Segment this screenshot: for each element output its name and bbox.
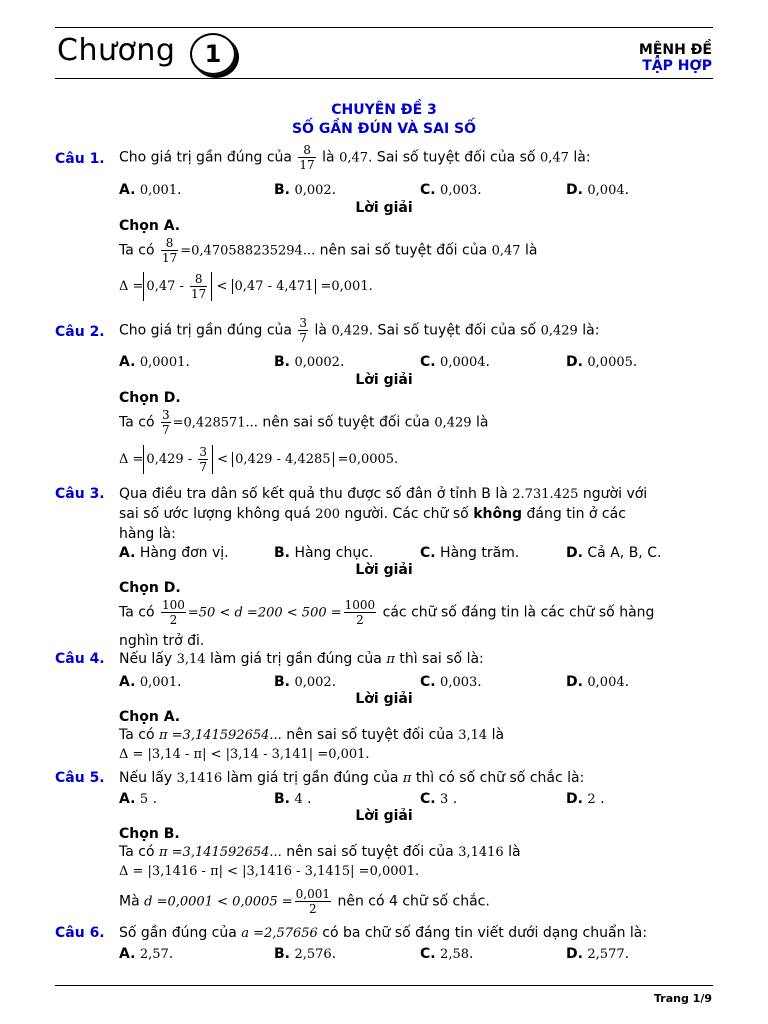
chapter-number-badge: 1 [190, 33, 236, 75]
option-b[interactable]: B. 0,002. [274, 674, 337, 690]
answer-choice: Chọn A. [119, 709, 181, 725]
option-c[interactable]: C. 0,003. [420, 674, 482, 690]
answer-choice: Chọn D. [119, 580, 181, 596]
header-rule [55, 78, 713, 79]
footer-rule [55, 985, 713, 986]
question-label: Câu 6. [55, 925, 105, 941]
option-a[interactable]: A. Hàng đơn vị. [119, 545, 229, 561]
topic-title-1: CHUYÊN ĐỀ 3 [331, 102, 437, 118]
solution-line: Ta có π =3,141592654... nên sai số tuyệt đối của 3,1416 là [119, 844, 521, 860]
question-text: Nếu lấy 3,1416 làm giá trị gần đúng của π thì có số chữ số chắc là: [119, 770, 585, 786]
option-a[interactable]: A. 0,001. [119, 182, 182, 198]
option-b[interactable]: B. 2,576. [274, 946, 337, 962]
option-d[interactable]: D. 0,004. [566, 674, 630, 690]
option-d[interactable]: D. 2 . [566, 791, 605, 807]
option-a[interactable]: A. 0,001. [119, 674, 182, 690]
option-c[interactable]: C. 3 . [420, 791, 458, 807]
solution-line: nghìn trở đi. [119, 633, 205, 649]
question-text: Cho giá trị gần đúng của $\frac{8}{17}$ là 0,47. Sai số tuyệt đối của số 0,47 là: [119, 143, 591, 172]
solution-line: Ta có $\frac{3}{7}$ =0,428571... nên sai số tuyệt đối của 0,429 là [119, 408, 489, 437]
option-c[interactable]: C. 2,58. [420, 946, 474, 962]
solution-formula: Δ = 0,47 - $\frac{8}{17}$ < 0,47 - 4,471 =0,001. [119, 272, 373, 301]
solution-line: Ta có $\frac{100}{2}$ =50 < d =200 < 500 = $\frac{1000}{2}$ các chữ số đáng tin là các chữ số hàng [119, 598, 655, 627]
question-text: hàng là: [119, 526, 176, 542]
solution-heading: Lời giải [355, 372, 413, 388]
fraction: $\frac{8}{17}$ [299, 143, 315, 172]
option-a[interactable]: A. 0,0001. [119, 354, 190, 370]
question-text: sai số ước lượng không quá 200 người. Các chữ số không đáng tin ở các [119, 506, 626, 522]
solution-heading: Lời giải [355, 200, 413, 216]
solution-formula: Δ = |3,14 - π| < |3,14 - 3,141| =0,001. [119, 747, 370, 762]
option-c[interactable]: C. 0,003. [420, 182, 482, 198]
question-label: Câu 3. [55, 486, 105, 502]
option-a[interactable]: A. 5 . [119, 791, 158, 807]
question-text: Số gần đúng của a =2,57656 có ba chữ số đáng tin viết dưới dạng chuẩn là: [119, 925, 648, 941]
option-c[interactable]: C. 0,0004. [420, 354, 490, 370]
solution-heading: Lời giải [355, 691, 413, 707]
solution-line: Mà d =0,0001 < 0,0005 = $\frac{0,001}{2}$ nên có 4 chữ số chắc. [119, 887, 490, 916]
page-number: Trang 1/9 [653, 992, 712, 1005]
option-b[interactable]: B. 4 . [274, 791, 312, 807]
question-text: Qua điều tra dân số kết quả thu được số đân ở tỉnh B là 2.731.425 người với [119, 486, 648, 502]
answer-choice: Chọn A. [119, 218, 181, 234]
option-b[interactable]: B. 0,002. [274, 182, 337, 198]
solution-line: Ta có π =3,141592654... nên sai số tuyệt đối của 3,14 là [119, 727, 505, 743]
solution-heading: Lời giải [355, 562, 413, 578]
solution-line: Ta có $\frac{8}{17}$ =0,470588235294... nên sai số tuyệt đối của 0,47 là [119, 236, 538, 265]
fraction: $\frac{3}{7}$ [299, 316, 308, 345]
answer-choice: Chọn B. [119, 826, 180, 842]
topic-line-2: TẬP HỢP [642, 58, 712, 74]
option-c[interactable]: C. Hàng trăm. [420, 545, 520, 561]
question-label: Câu 4. [55, 651, 105, 667]
question-label: Câu 2. [55, 324, 105, 340]
option-d[interactable]: D. 2,577. [566, 946, 630, 962]
solution-formula: Δ = 0,429 - $\frac{3}{7}$ < 0,429 - 4,4285 =0,0005. [119, 445, 399, 474]
option-a[interactable]: A. 2,57. [119, 946, 174, 962]
topic-title-2: SỐ GẦN ĐÚN VÀ SAI SỐ [291, 121, 477, 137]
question-text: Nếu lấy 3,14 làm giá trị gần đúng của π thì sai số là: [119, 651, 484, 667]
chapter-label: Chương [57, 33, 176, 68]
option-d[interactable]: D. 0,0005. [566, 354, 638, 370]
solution-heading: Lời giải [355, 808, 413, 824]
top-rule [55, 27, 713, 28]
option-d[interactable]: D. Cả A, B, C. [566, 545, 662, 561]
option-d[interactable]: D. 0,004. [566, 182, 630, 198]
question-label: Câu 5. [55, 770, 105, 786]
answer-choice: Chọn D. [119, 390, 181, 406]
topic-line-1: MỆNH ĐỀ [638, 42, 712, 58]
question-label: Câu 1. [55, 151, 105, 167]
solution-formula: Δ = |3,1416 - π| < |3,1416 - 3,1415| =0,0001. [119, 864, 420, 879]
option-b[interactable]: B. 0,0002. [274, 354, 345, 370]
question-text: Cho giá trị gần đúng của $\frac{3}{7}$ là 0,429. Sai số tuyệt đối của số 0,429 là: [119, 316, 600, 345]
option-b[interactable]: B. Hàng chục. [274, 545, 374, 561]
